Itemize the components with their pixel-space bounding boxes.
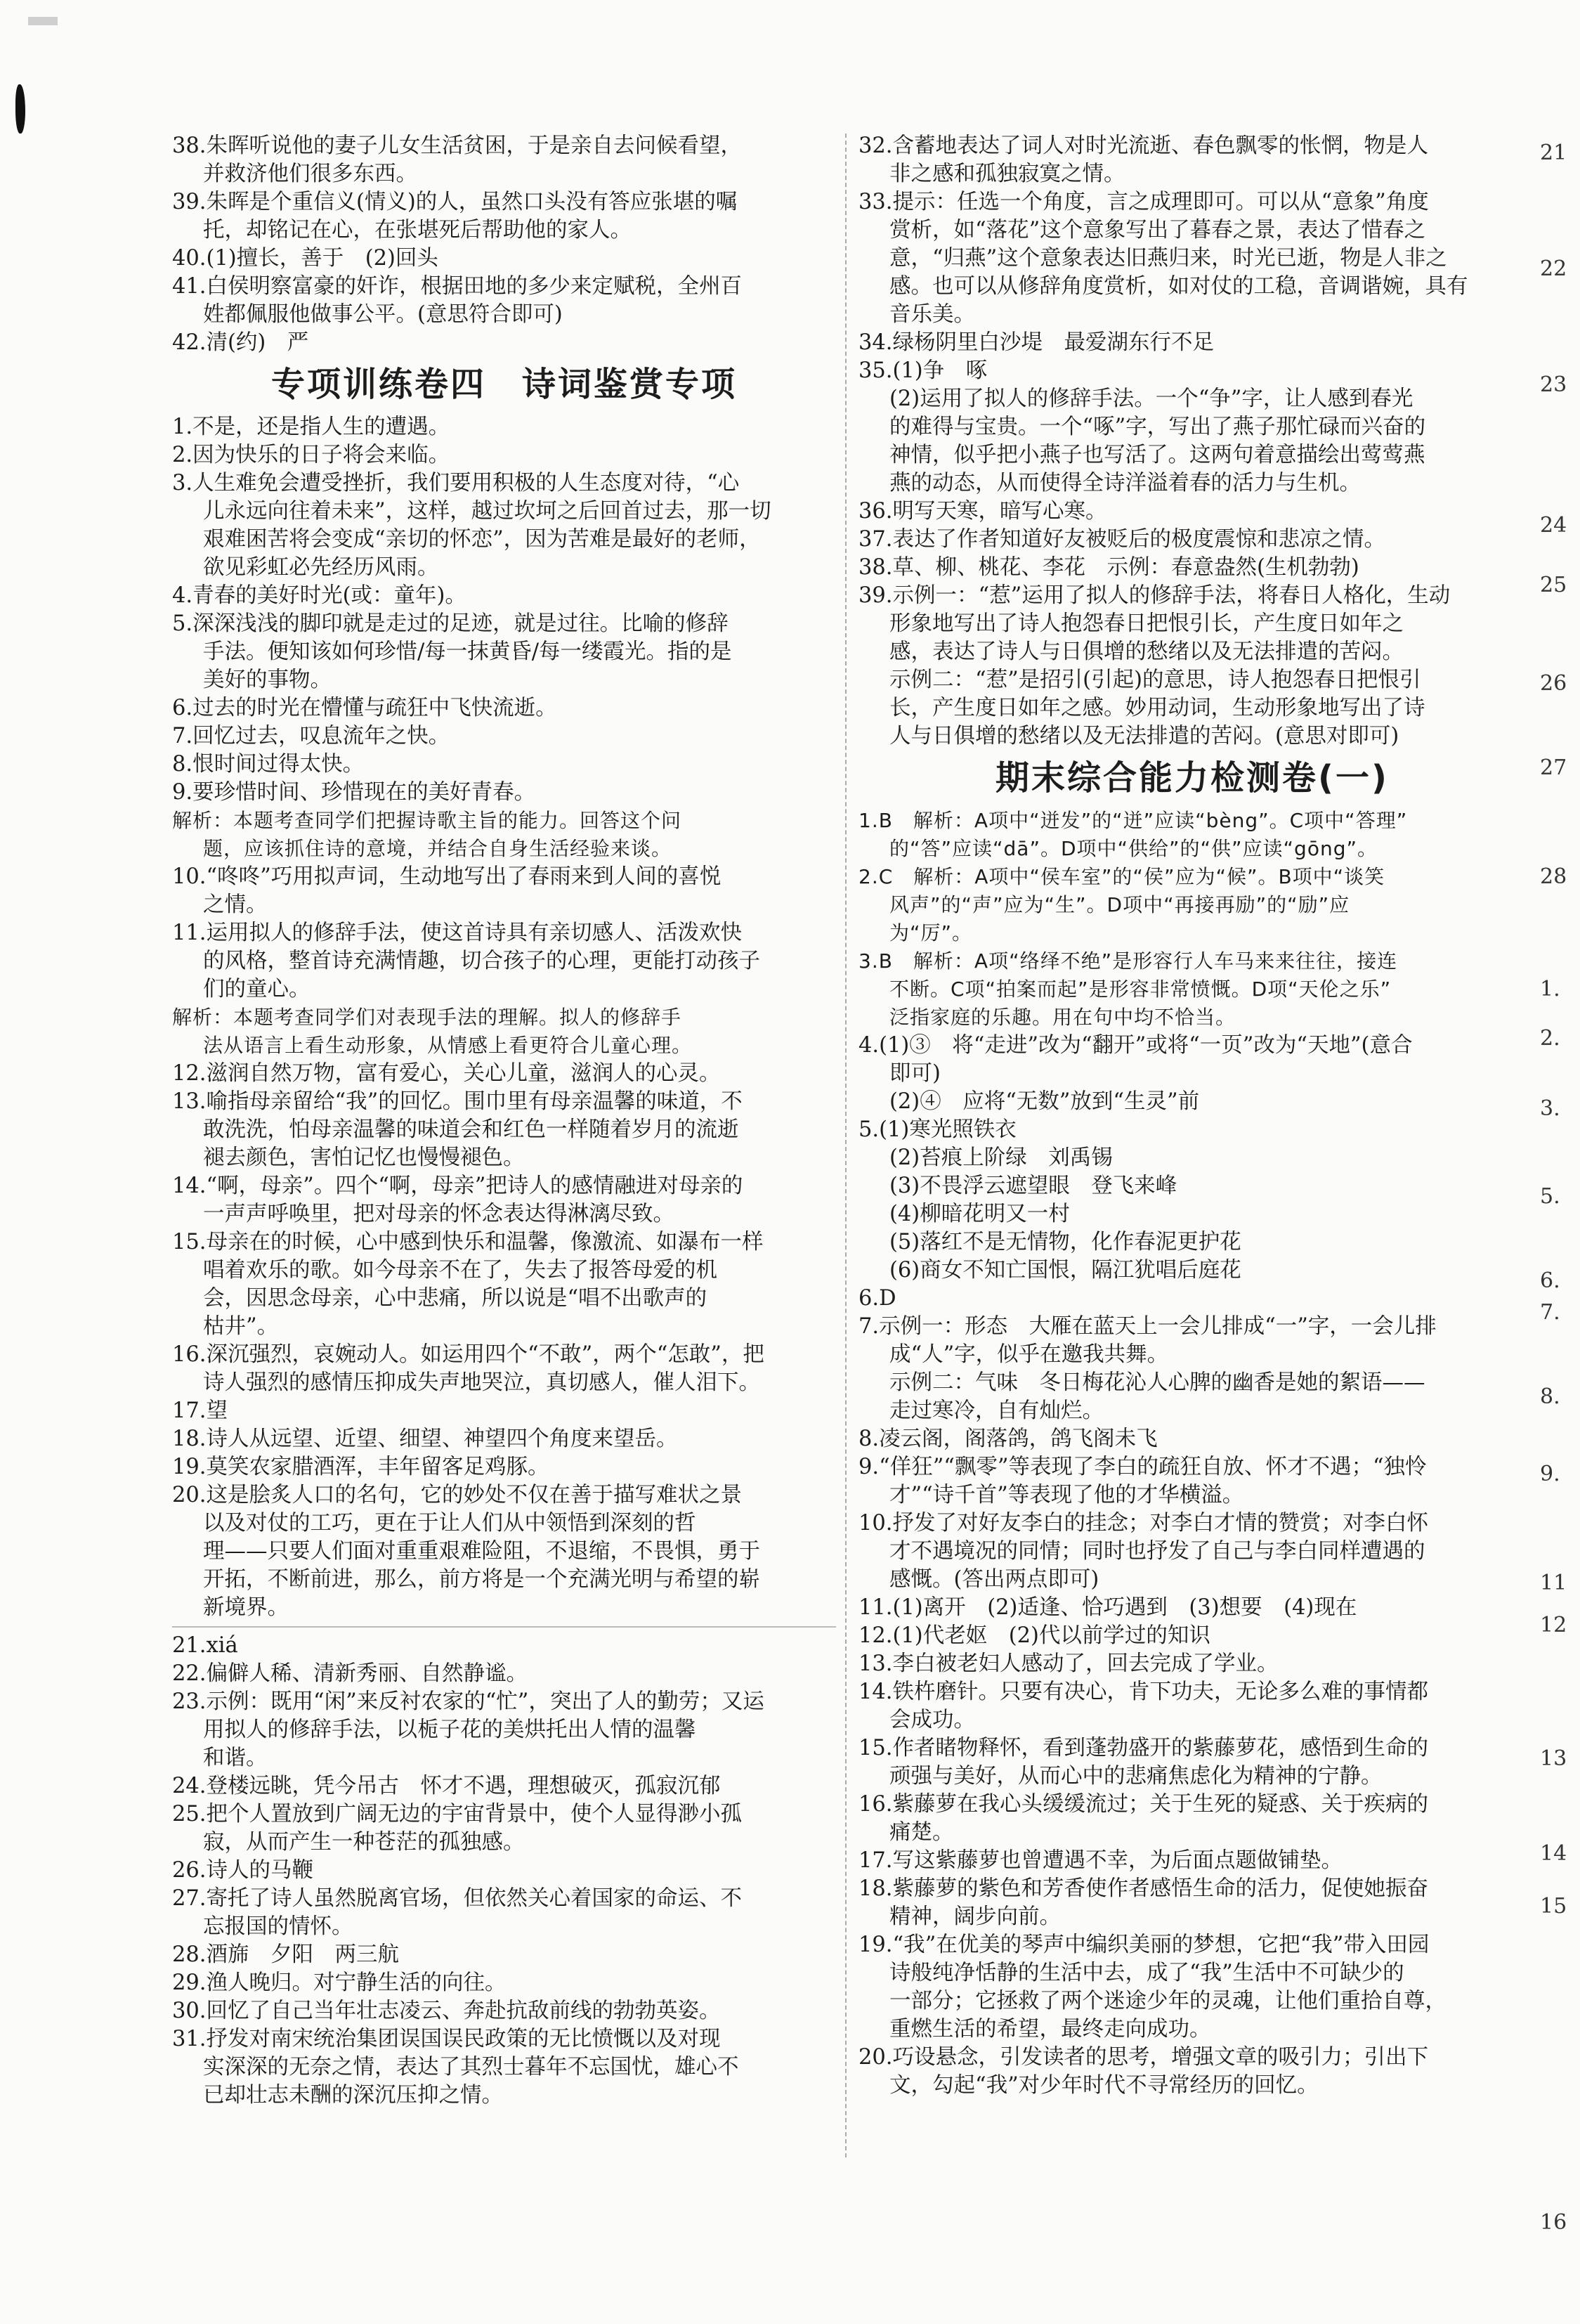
analysis-line: 1.B 解析：A项中“迸发”的“迸”应读“bèng”。C项中“答理”: [858, 809, 1408, 832]
analysis-line: 解析：本题考查同学们把握诗歌主旨的能力。回答这个问: [172, 809, 682, 832]
answer-line: 并救济他们很多东西。: [203, 162, 417, 186]
answer-line: 11.运用拟人的修辞手法，使这首诗具有亲切感人、活泼欢快: [172, 921, 743, 945]
analysis-line: 3.B 解析：A项“络绎不绝”是形容行人车马来来往往，接连: [858, 949, 1398, 973]
answer-line: 文，勾起“我”对少年时代不寻常经历的回忆。: [889, 2073, 1319, 2098]
answer-line: 11.(1)离开 (2)适逢、恰巧遇到 (3)想要 (4)现在: [858, 1595, 1357, 1620]
section-heading: 专项训练卷四 诗词鉴赏专项: [270, 365, 737, 404]
answer-line: 已却壮志未酬的深沉压抑之情。: [203, 2083, 503, 2108]
margin-number: 27: [1540, 755, 1567, 780]
answer-line: 唱着欢乐的歌。如今母亲不在了，失去了报答母爱的机: [203, 1258, 717, 1283]
answer-line: 褪去颜色，害怕记忆也慢慢褪色。: [203, 1145, 525, 1170]
answer-line: 38.朱晖听说他的妻子儿女生活贫困，于是亲自去问候看望，: [172, 134, 743, 158]
analysis-line: 的“答”应读“dā”。D项中“供给”的“供”应读“gōng”。: [889, 837, 1378, 860]
scan-mark: [15, 84, 25, 134]
answer-line: 21.xiá: [172, 1633, 238, 1658]
answer-line: 神情，似乎把小燕子也写活了。这两句着意描绘出莺莺燕: [889, 443, 1425, 467]
answer-line: 27.寄托了诗人虽然脱离官场，但依然关心着国家的命运、不: [172, 1886, 743, 1911]
analysis-line: 法从语言上看生动形象，从情感上看更符合儿童心理。: [203, 1034, 693, 1057]
answer-line: 长，产生度日如年之感。妙用动词，生动形象地写出了诗: [889, 696, 1425, 720]
answer-line: 手法。便知该如何珍惜/每一抹黄昏/每一缕霞光。指的是: [203, 640, 732, 664]
answer-line: 意，“归燕”这个意象表达旧燕归来，时光已逝，物是人非之: [889, 246, 1447, 271]
margin-number: 26: [1540, 671, 1567, 696]
margin-number: 9.: [1540, 1462, 1560, 1486]
answer-line: (5)落红不是无情物，化作春泥更护花: [889, 1230, 1241, 1254]
answer-line: 12.滋润自然万物，富有爱心，关心儿童，滋润人的心灵。: [172, 1061, 721, 1086]
answer-line: 20.这是脍炙人口的名句，它的妙处不仅在善于描写难状之景: [172, 1483, 743, 1507]
answer-line: 人与日俱增的愁绪以及无法排遣的苦闷。(意思对即可): [889, 724, 1399, 748]
answer-line: 14.“啊，母亲”。四个“啊，母亲”把诗人的感情融进对母亲的: [172, 1174, 743, 1198]
answer-line: 寂，从而产生一种苍茫的孤独感。: [203, 1830, 525, 1855]
margin-number: 25: [1540, 573, 1567, 597]
answer-line: 10.抒发了对好友李白的挂念；对李白才情的赞赏；对李白怀: [858, 1511, 1429, 1536]
answer-line: 31.抒发对南宋统治集团误国误民政策的无比愤慨以及对现: [172, 2027, 721, 2051]
answer-line: 13.李白被老妇人感动了，回去完成了学业。: [858, 1651, 1279, 1676]
answer-line: 痛楚。: [889, 1820, 954, 1845]
answer-line: 之情。: [203, 892, 268, 917]
answer-line: 32.含蓄地表达了词人对时光流逝、春色飘零的怅惘，物是人: [858, 134, 1429, 158]
answer-line: 非之感和孤独寂寞之情。: [889, 162, 1125, 186]
answer-line: 会，因思念母亲，心中悲痛，所以说是“唱不出歌声的: [203, 1286, 707, 1311]
answer-line: 28.酒旆 夕阳 两三航: [172, 1942, 400, 1967]
answer-line: 实深深的无奈之情，表达了其烈士暮年不忘国忧，雄心不: [203, 2055, 739, 2079]
margin-number: 7.: [1540, 1300, 1560, 1325]
answer-line: 音乐美。: [889, 302, 975, 327]
margin-number: 28: [1540, 864, 1567, 889]
answer-line: 30.回忆了自己当年壮志凌云、奔赴抗敌前线的勃勃英姿。: [172, 1999, 721, 2023]
margin-number: 12: [1540, 1613, 1567, 1637]
answer-line: 感。也可以从修辞角度赏析，如对仗的工稳，音调谐婉，具有: [889, 274, 1468, 299]
answer-line: 26.诗人的马鞭: [172, 1858, 314, 1883]
answer-line: 15.作者睹物释怀，看到蓬勃盛开的紫藤萝花，感悟到生命的: [858, 1736, 1429, 1760]
answer-line: 感慨。(答出两点即可): [889, 1567, 1099, 1592]
right-answer-column: [858, 132, 1526, 2100]
answer-line: 12.(1)代老妪 (2)代以前学过的知识: [858, 1623, 1210, 1648]
answer-line: 精神，阔步向前。: [889, 1904, 1061, 1929]
adjacent-page-margin-numbers: [1530, 112, 1580, 2291]
answer-line: 用拟人的修辞手法，以栀子花的美烘托出人情的温馨: [203, 1718, 696, 1742]
answer-line: 诗般纯净恬静的生活中去，成了“我”生活中不可缺少的: [889, 1961, 1404, 1985]
answer-line: 18.紫藤萝的紫色和芳香使作者感悟生命的活力，促使她振奋: [858, 1876, 1429, 1901]
answer-line: 美好的事物。: [203, 668, 332, 692]
answer-line: 2.因为快乐的日子将会来临。: [172, 443, 450, 467]
answer-line: 9.要珍惜时间、珍惜现在的美好青春。: [172, 780, 536, 805]
answer-line: 18.诗人从远望、近望、细望、神望四个角度来望岳。: [172, 1427, 678, 1451]
answer-line: 们的童心。: [203, 977, 311, 1001]
margin-number: 16: [1540, 2210, 1567, 2235]
answer-line: 4.青春的美好时光(或：童年)。: [172, 583, 466, 608]
answer-line: 成“人”字，似乎在邀我共舞。: [889, 1342, 1169, 1367]
answer-line: 走过寒冷，自有灿烂。: [889, 1398, 1104, 1423]
answer-line: 即可): [889, 1061, 941, 1086]
answer-line: 托，却铭记在心，在张堪死后帮助他的家人。: [203, 218, 632, 242]
answer-line: 6.过去的时光在懵懂与疏狂中飞快流逝。: [172, 696, 557, 720]
answer-line: 39.朱晖是个重信义(情义)的人，虽然口头没有答应张堪的嘱: [172, 190, 738, 214]
answer-line: 赏析，如“落花”这个意象写出了暮春之景，表达了惜春之: [889, 218, 1426, 242]
margin-number: 13: [1540, 1746, 1567, 1771]
answer-line: 19.“我”在优美的琴声中编织美丽的梦想，它把“我”带入田园: [858, 1933, 1430, 1957]
answer-line: 14.铁杵磨针。只要有决心，肯下功夫，无论多么难的事情都: [858, 1680, 1429, 1704]
answer-line: 和谐。: [203, 1746, 268, 1770]
answer-line: 38.草、柳、桃花、李花 示例：春意盎然(生机勃勃): [858, 555, 1359, 580]
margin-number: 8.: [1540, 1384, 1560, 1409]
answer-line: 5.(1)寒光照铁衣: [858, 1117, 1017, 1142]
answer-line: 6.D: [858, 1286, 896, 1311]
answer-line: 敢洗洗，怕母亲温馨的味道会和红色一样随着岁月的流逝: [203, 1117, 739, 1142]
margin-number: 24: [1540, 513, 1567, 538]
answer-line: 33.提示：任选一个角度，言之成理即可。可以从“意象”角度: [858, 190, 1429, 214]
answer-line: 41.白侯明察富豪的奸诈，根据田地的多少来定赋税，全州百: [172, 274, 743, 299]
analysis-line: 泛指家庭的乐趣。用在句中均不恰当。: [889, 1006, 1236, 1029]
answer-line: 一声声呼唤里，把对母亲的怀念表达得淋漓尽致。: [203, 1202, 674, 1226]
answer-line: 感，表达了诗人与日俱增的愁绪以及无法排遣的苦闷。: [889, 640, 1404, 664]
answer-line: 枯井”。: [203, 1314, 279, 1339]
answer-line: 才”“诗千首”等表现了他的才华横溢。: [889, 1483, 1244, 1507]
answer-line: 16.深沉强烈，哀婉动人。如运用四个“不敢”，两个“怎敢”，把: [172, 1342, 764, 1367]
left-answer-column: [172, 132, 836, 2110]
answer-line: 9.“佯狂”“飘零”等表现了李白的疏狂自放、怀才不遇；“独怜: [858, 1455, 1427, 1479]
answer-line: 重燃生活的希望，最终走向成功。: [889, 2017, 1211, 2041]
answer-line: 会成功。: [889, 1708, 975, 1732]
answer-line: 29.渔人晚归。对宁静生活的向往。: [172, 1971, 507, 1995]
scan-mark-top: [28, 17, 58, 25]
answer-line: 3.人生难免会遭受挫折，我们要用积极的人生态度对待，“心: [172, 471, 740, 495]
answer-line: 才不遇境况的同情；同时也抒发了自己与李白同样遭遇的: [889, 1539, 1425, 1564]
answer-line: 形象地写出了诗人抱怨春日把恨引长，产生度日如年之: [889, 611, 1404, 636]
answer-line: 欲见彩虹必先经历风雨。: [203, 555, 439, 580]
answer-line: 忘报国的情怀。: [203, 1914, 353, 1939]
answer-line: 开拓，不断前进，那么，前方将是一个充满光明与希望的崭: [203, 1567, 760, 1592]
answer-line: 23.示例：既用“闲”来反衬农家的“忙”，突出了人的勤劳；又运: [172, 1689, 764, 1714]
answer-line: 13.喻指母亲留给“我”的回忆。围巾里有母亲温馨的味道，不: [172, 1089, 743, 1114]
analysis-line: 题，应该抓住诗的意境，并结合自身生活经验来谈。: [203, 837, 672, 860]
answer-line: 37.表达了作者知道好友被贬后的极度震惊和悲凉之情。: [858, 527, 1386, 552]
answer-line: 39.示例一：“惹”运用了拟人的修辞手法，将春日人格化，生动: [858, 583, 1451, 608]
answer-line: 24.登楼远眺，凭今吊古 怀才不遇，理想破灭，孤寂沉郁: [172, 1774, 721, 1798]
answer-line: (4)柳暗花明又一村: [889, 1202, 1070, 1226]
answer-line: (3)不畏浮云遮望眼 登飞来峰: [889, 1174, 1177, 1198]
margin-number: 6.: [1540, 1268, 1560, 1293]
analysis-line: 不断。C项“拍案而起”是形容非常愤慨。D项“天伦之乐”: [889, 978, 1392, 1001]
answer-line: 35.(1)争 啄: [858, 358, 988, 383]
margin-number: 15: [1540, 1894, 1567, 1919]
margin-number: 5.: [1540, 1184, 1560, 1209]
answer-line: 10.“咚咚”巧用拟声词，生动地写出了春雨来到人间的喜悦: [172, 864, 722, 889]
analysis-line: 为“厉”。: [889, 921, 973, 944]
margin-number: 14: [1540, 1841, 1567, 1866]
section-rule: [172, 1626, 836, 1628]
answer-line: 7.回忆过去，叹息流年之快。: [172, 724, 450, 748]
column-divider: [845, 134, 847, 2157]
answer-line: 17.写这紫藤萝也曾遭遇不幸，为后面点题做铺垫。: [858, 1848, 1343, 1873]
answer-line: 42.清(约) 严: [172, 330, 309, 355]
margin-number: 3.: [1540, 1096, 1560, 1121]
answer-line: 17.望: [172, 1398, 228, 1423]
analysis-line: 2.C 解析：A项中“侯车室”的“侯”应为“候”。B项中“谈笑: [858, 865, 1385, 888]
margin-number: 11: [1540, 1571, 1567, 1595]
margin-number: 21: [1540, 141, 1567, 165]
answer-line: (6)商女不知亡国恨，隔江犹唱后庭花: [889, 1258, 1241, 1283]
margin-number: 2.: [1540, 1026, 1560, 1051]
answer-line: 25.把个人置放到广阔无边的宇宙背景中，使个人显得渺小孤: [172, 1802, 743, 1826]
analysis-line: 解析：本题考查同学们对表现手法的理解。拟人的修辞手: [172, 1006, 682, 1029]
answer-line: 理——只要人们面对重重艰难险阻，不退缩，不畏惧，勇于: [203, 1539, 760, 1564]
answer-line: 儿永远向往着未来”，这样，越过坎坷之后回首过去，那一切: [203, 499, 771, 524]
answer-line: 姓都佩服他做事公平。(意思符合即可): [203, 302, 563, 327]
answer-line: 燕的动态，从而使得全诗洋溢着春的活力与生机。: [889, 471, 1361, 495]
answer-line: 16.紫藤萝在我心头缓缓流过；关于生死的疑惑、关于疾病的: [858, 1792, 1429, 1817]
answer-line: 8.恨时间过得太快。: [172, 752, 365, 777]
answer-line: 19.莫笑农家腊酒浑，丰年留客足鸡豚。: [172, 1455, 549, 1479]
margin-number: 23: [1540, 372, 1567, 397]
answer-line: (2)运用了拟人的修辞手法。一个“争”字，让人感到春光: [889, 387, 1413, 411]
answer-line: 34.绿杨阴里白沙堤 最爱湖东行不足: [858, 330, 1215, 355]
answer-line: 顽强与美好，从而心中的悲痛焦虑化为精神的宁静。: [889, 1764, 1383, 1789]
answer-line: 8.凌云阁，阁落鸽，鸽飞阁未飞: [858, 1427, 1158, 1451]
answer-line: 5.深深浅浅的脚印就是走过的足迹，就是过往。比喻的修辞: [172, 611, 729, 636]
answer-line: 36.明写天寒，暗写心寒。: [858, 499, 1107, 524]
answer-line: 一部分；它拯救了两个迷途少年的灵魂，让他们重拾自尊，: [889, 1989, 1447, 2013]
answer-line: 4.(1)③ 将“走进”改为“翻开”或将“一页”改为“天地”(意合: [858, 1033, 1413, 1058]
answer-line: 20.巧设悬念，引发读者的思考，增强文章的吸引力；引出下: [858, 2045, 1429, 2070]
answer-line: (2)苔痕上阶绿 刘禹锡: [889, 1145, 1113, 1170]
section-heading: 期末综合能力检测卷(一): [995, 758, 1389, 798]
answer-line: 以及对仗的工巧，更在于让人们从中领悟到深刻的哲: [203, 1511, 696, 1536]
answer-line: (2)④ 应将“无数”放到“生灵”前: [889, 1089, 1200, 1114]
answer-line: 的风格，整首诗充满情趣，切合孩子的心理，更能打动孩子: [203, 949, 760, 973]
answer-line: 7.示例一：形态 大雁在蓝天上一会儿排成“一”字，一会儿排: [858, 1314, 1437, 1339]
answer-line: 示例二：“惹”是招引(引起)的意思，诗人抱怨春日把恨引: [889, 668, 1421, 692]
answer-line: 22.偏僻人稀、清新秀丽、自然静谧。: [172, 1661, 528, 1686]
answer-line: 40.(1)擅长，善于 (2)回头: [172, 246, 438, 271]
answer-line: 新境界。: [203, 1595, 289, 1620]
margin-number: 22: [1540, 257, 1567, 281]
answer-line: 15.母亲在的时候，心中感到快乐和温馨，像激流、如瀑布一样: [172, 1230, 764, 1254]
answer-line: 艰难困苦将会变成“亲切的怀恋”，因为苦难是最好的老师，: [203, 527, 761, 552]
answer-line: 示例二：气味 冬日梅花沁人心脾的幽香是她的絮语——: [889, 1370, 1425, 1395]
analysis-line: 风声”的“声”应为“生”。D项中“再接再励”的“励”应: [889, 893, 1350, 916]
margin-number: 1.: [1540, 977, 1560, 1001]
answer-line: 1.不是，还是指人生的遭遇。: [172, 415, 450, 439]
answer-line: 诗人强烈的感情压抑成失声地哭泣，真切感人，催人泪下。: [203, 1370, 760, 1395]
answer-line: 的难得与宝贵。一个“啄”字，写出了燕子那忙碌而兴奋的: [889, 415, 1426, 439]
